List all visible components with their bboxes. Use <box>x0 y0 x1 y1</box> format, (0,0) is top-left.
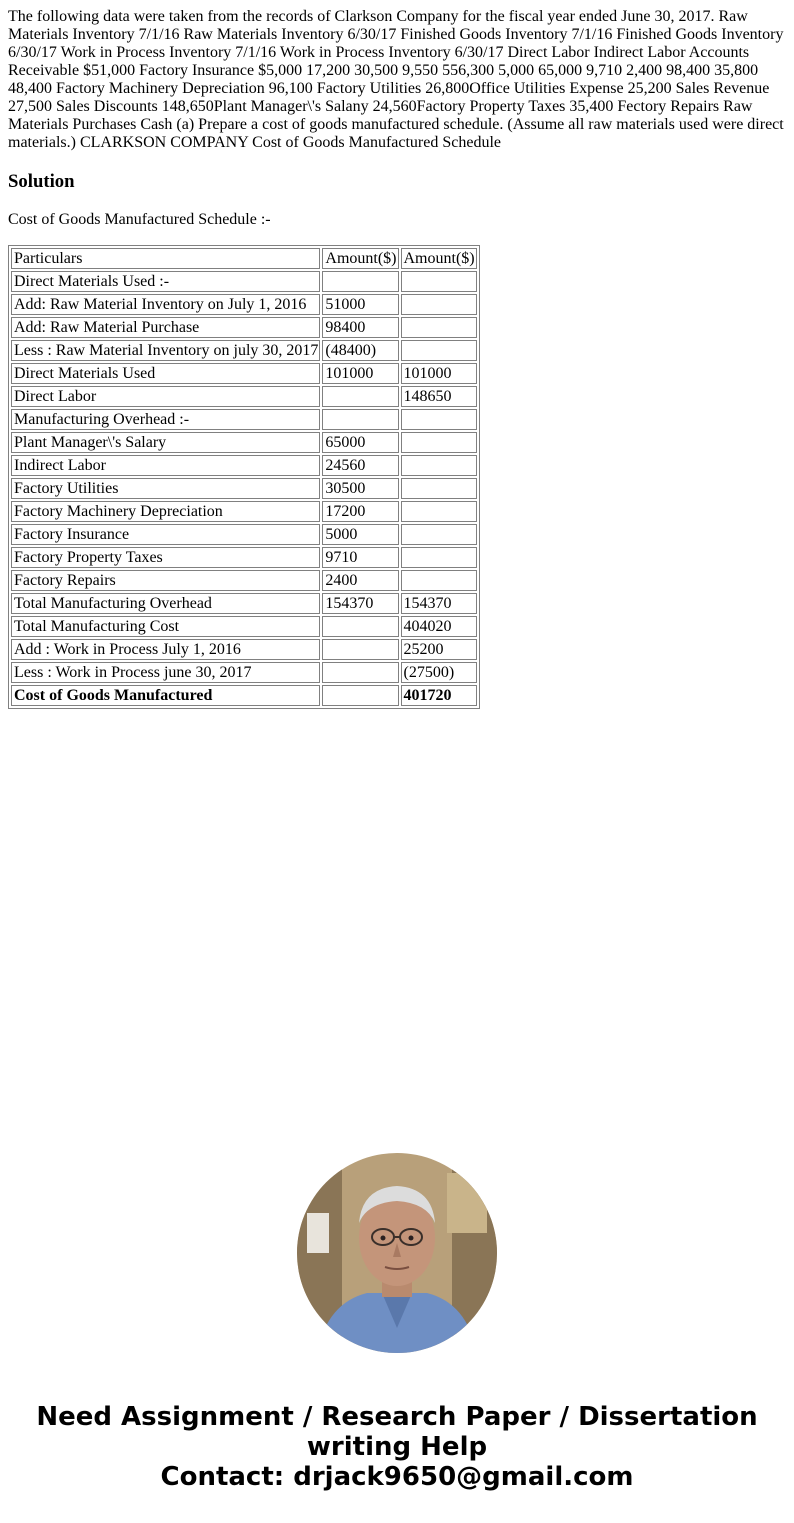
promo-footer <box>0 1402 794 1492</box>
row-amount-1: 101000 <box>322 363 398 384</box>
table-row <box>11 501 477 522</box>
table-row <box>11 547 477 568</box>
row-particulars: Factory Utilities <box>11 478 320 499</box>
row-amount-1: 17200 <box>322 501 398 522</box>
row-amount-1 <box>322 639 398 660</box>
cost-of-goods-manufactured-table <box>8 245 480 709</box>
row-particulars: Plant Manager\'s Salary <box>11 432 320 453</box>
row-particulars: Less : Raw Material Inventory on july 30, 2017 <box>11 340 320 361</box>
row-particulars: Manufacturing Overhead :- <box>11 409 320 430</box>
promo-contact: Contact: drjack9650@gmail.com <box>160 1462 634 1492</box>
row-particulars: Total Manufacturing Cost <box>11 616 320 637</box>
row-amount-1 <box>322 271 398 292</box>
row-amount-2 <box>401 340 477 361</box>
row-amount-1: 24560 <box>322 455 398 476</box>
row-particulars: Factory Machinery Depreciation <box>11 501 320 522</box>
row-amount-1 <box>322 685 398 706</box>
row-amount-1 <box>322 662 398 683</box>
row-particulars: Factory Insurance <box>11 524 320 545</box>
table-row <box>11 478 477 499</box>
header-amount-2: Amount($) <box>401 248 477 269</box>
promo-line-1: Need Assignment / Research Paper / Dissertation <box>36 1402 758 1432</box>
row-amount-2 <box>401 409 477 430</box>
row-particulars: Factory Repairs <box>11 570 320 591</box>
table-row <box>11 386 477 407</box>
table-row <box>11 294 477 315</box>
row-particulars: Indirect Labor <box>11 455 320 476</box>
row-amount-1 <box>322 386 398 407</box>
row-amount-1 <box>322 409 398 430</box>
row-amount-2 <box>401 524 477 545</box>
table-row <box>11 409 477 430</box>
row-amount-1: 2400 <box>322 570 398 591</box>
row-amount-2 <box>401 294 477 315</box>
table-row <box>11 639 477 660</box>
row-amount-1: (48400) <box>322 340 398 361</box>
row-particulars: Direct Materials Used <box>11 363 320 384</box>
row-amount-2 <box>401 271 477 292</box>
table-row <box>11 616 477 637</box>
row-amount-2 <box>401 570 477 591</box>
row-particulars: Factory Property Taxes <box>11 547 320 568</box>
row-amount-1: 154370 <box>322 593 398 614</box>
row-particulars: Direct Labor <box>11 386 320 407</box>
row-amount-2: 401720 <box>401 685 477 706</box>
row-amount-2 <box>401 432 477 453</box>
row-amount-2 <box>401 478 477 499</box>
schedule-intro: Cost of Goods Manufactured Schedule :- <box>8 211 271 228</box>
table-row <box>11 432 477 453</box>
row-amount-2 <box>401 455 477 476</box>
table-header-row <box>11 248 477 269</box>
row-amount-2: 404020 <box>401 616 477 637</box>
table-row <box>11 340 477 361</box>
row-amount-2: 25200 <box>401 639 477 660</box>
table-row <box>11 317 477 338</box>
promo-line-2: writing Help <box>306 1432 488 1462</box>
header-amount-1: Amount($) <box>322 248 398 269</box>
table-row-total <box>11 685 477 706</box>
page-content <box>8 8 786 709</box>
row-amount-1: 98400 <box>322 317 398 338</box>
table-row <box>11 662 477 683</box>
row-amount-1: 5000 <box>322 524 398 545</box>
row-particulars: Add : Work in Process July 1, 2016 <box>11 639 320 660</box>
row-amount-2: 101000 <box>401 363 477 384</box>
row-amount-2: 154370 <box>401 593 477 614</box>
row-particulars: Less : Work in Process june 30, 2017 <box>11 662 320 683</box>
row-amount-1 <box>322 616 398 637</box>
header-particulars: Particulars <box>11 248 320 269</box>
row-particulars: Total Manufacturing Overhead <box>11 593 320 614</box>
tutor-avatar <box>297 1153 497 1353</box>
row-amount-2 <box>401 317 477 338</box>
row-amount-1: 9710 <box>322 547 398 568</box>
row-particulars: Direct Materials Used :- <box>11 271 320 292</box>
table-row <box>11 570 477 591</box>
row-amount-1: 65000 <box>322 432 398 453</box>
row-amount-2 <box>401 501 477 522</box>
row-amount-2: 148650 <box>401 386 477 407</box>
row-amount-2 <box>401 547 477 568</box>
row-amount-1: 51000 <box>322 294 398 315</box>
row-amount-2: (27500) <box>401 662 477 683</box>
table-row <box>11 455 477 476</box>
row-particulars: Cost of Goods Manufactured <box>11 685 320 706</box>
question-text: The following data were taken from the records of Clarkson Company for the fiscal year ended June 30, 2017. Raw Materials Inventory 7/1/16 Raw Materials Inventory 6/30/17 Finished Goods Inventory 7/1/16 Finished Goods Inventory 6/30/17 Work in Process Inventory 7/1/16 Work in Process Inventory 6/30/17 Direct Labor Indirect Labor Accounts Receivable $51,000 Factory Insurance $5,000 17,200 30,500 9,550 556,300 5,000 65,000 9,710 2,400 98,400 35,800 48,400 Factory Machinery Depreciation 96,100 Factory Utilities 26,800Office Utilities Expense 25,200 Sales Revenue 27,500 Sales Discounts 148,650Plant Manager\'s Salany 24,560Factory Property Taxes 35,400 Fectory Repairs Raw Materials Purchases Cash (a) Prepare a cost of goods manufactured schedule. (Assume all raw materials used were direct materials.) CLARKSON COMPANY Cost of Goods Manufactured Schedule <box>8 8 784 151</box>
row-particulars: Add: Raw Material Purchase <box>11 317 320 338</box>
row-particulars: Add: Raw Material Inventory on July 1, 2016 <box>11 294 320 315</box>
table-row <box>11 524 477 545</box>
table-row <box>11 593 477 614</box>
table-row <box>11 271 477 292</box>
row-amount-1: 30500 <box>322 478 398 499</box>
table-row <box>11 363 477 384</box>
solution-heading: Solution <box>8 171 75 192</box>
